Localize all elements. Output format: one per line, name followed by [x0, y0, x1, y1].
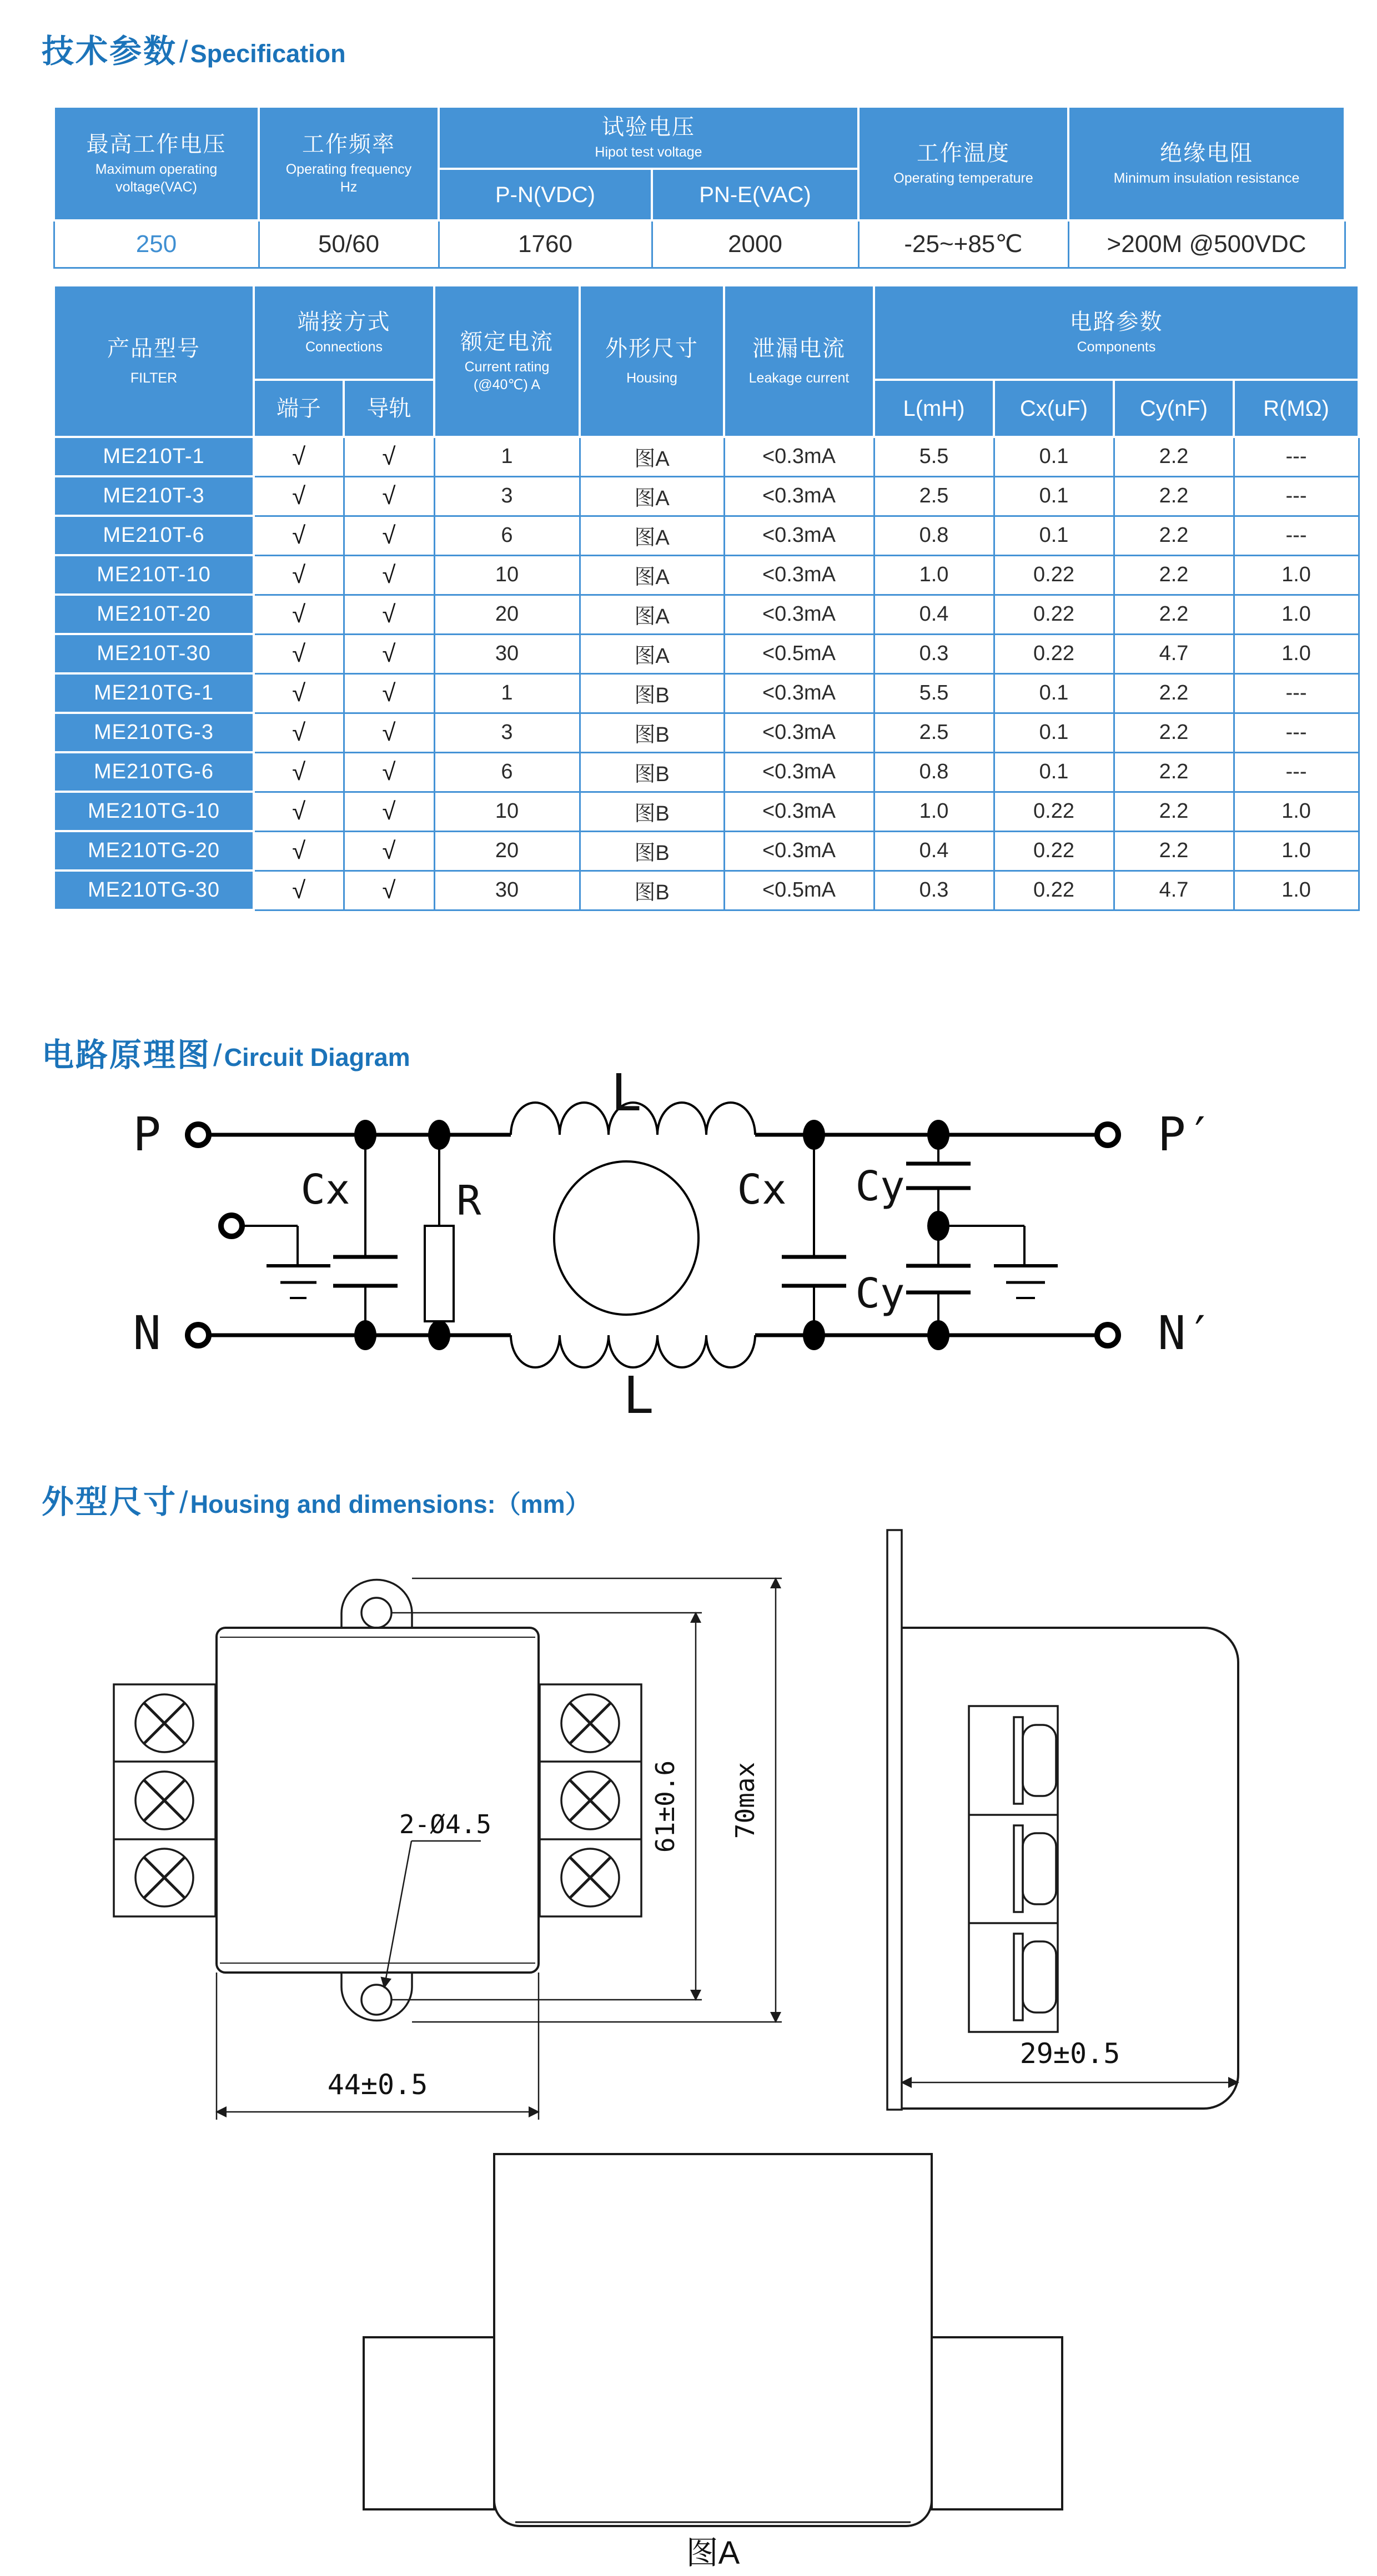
section-title-zh: 外型尺寸	[42, 1484, 178, 1520]
cell-leakage: <0.5mA	[724, 871, 874, 910]
terminal-tab-left	[364, 2337, 494, 2509]
header-pne-vac-label: PN-E(VAC)	[699, 182, 811, 207]
header-hipot-zh: 试验电压	[602, 115, 695, 140]
cell-r: ---	[1234, 713, 1359, 752]
cell-housing: 图A	[580, 595, 724, 634]
cell-rail: √	[344, 713, 434, 752]
cell-cx: 0.22	[994, 831, 1114, 871]
section-title-zh: 电路原理图	[42, 1037, 212, 1073]
cell-leakage: <0.3mA	[724, 516, 874, 555]
header-max-voltage	[54, 107, 259, 220]
header-current-en1: Current rating	[464, 359, 550, 375]
cell-housing: 图A	[580, 555, 724, 595]
cell-cx: 0.1	[994, 713, 1114, 752]
header-components-en: Components	[1077, 339, 1156, 355]
cell-r: 1.0	[1234, 792, 1359, 831]
cell-model: ME210TG-3	[54, 713, 254, 752]
junction-dot	[927, 1120, 949, 1150]
cell-terminal: √	[254, 516, 344, 555]
header-pne-vac	[652, 169, 858, 220]
cell-model: ME210TG-10	[54, 792, 254, 831]
cell-cy: 2.2	[1114, 595, 1234, 634]
header-r	[1234, 380, 1359, 437]
cell-l: 0.3	[874, 871, 994, 910]
resistor-body-icon	[425, 1226, 454, 1321]
table-row	[54, 831, 1359, 871]
cell-model: ME210T-20	[54, 595, 254, 634]
terminal-n	[188, 1325, 209, 1346]
cell-cy: 2.2	[1114, 713, 1234, 752]
header-frequency	[259, 107, 439, 220]
header-current-en2: (@40℃) A	[473, 376, 541, 393]
mount-tab-bottom	[341, 1973, 412, 2020]
junction-dot	[927, 1320, 949, 1350]
terminal-p-out	[1097, 1124, 1118, 1145]
cell-cy: 2.2	[1114, 792, 1234, 831]
cell-rail: √	[344, 871, 434, 910]
table-row	[54, 555, 1359, 595]
table-row	[54, 516, 1359, 555]
value-pn-vdc: 1760	[439, 220, 652, 268]
bottom-view	[364, 2154, 1062, 2526]
cell-cy: 4.7	[1114, 634, 1234, 673]
header-hipot-group	[439, 107, 858, 169]
inductor-bottom-icon	[511, 1335, 755, 1367]
label-n: N	[133, 1306, 161, 1360]
cell-leakage: <0.3mA	[724, 713, 874, 752]
filter-body-side	[902, 1628, 1238, 2109]
filter-body-bottom	[494, 2154, 932, 2526]
cell-housing: 图A	[580, 516, 724, 555]
label-l-bottom: L	[623, 1366, 654, 1425]
cell-current: 30	[434, 871, 580, 910]
cell-housing: 图A	[580, 634, 724, 673]
cell-cx: 0.22	[994, 595, 1114, 634]
junction-dot	[927, 1211, 949, 1241]
cell-terminal: √	[254, 752, 344, 792]
cell-current: 30	[434, 634, 580, 673]
header-temperature	[858, 107, 1068, 220]
cell-housing: 图B	[580, 673, 724, 713]
cell-model: ME210T-3	[54, 476, 254, 516]
cell-current: 1	[434, 437, 580, 476]
cell-model: ME210T-10	[54, 555, 254, 595]
header-terminal	[254, 380, 344, 437]
screw-icon	[561, 1694, 619, 1906]
cell-r: 1.0	[1234, 555, 1359, 595]
header-housing-en: Housing	[626, 370, 677, 386]
header-terminal-label: 端子	[277, 396, 321, 421]
terminal-ground-left	[221, 1215, 242, 1236]
cell-leakage: <0.3mA	[724, 752, 874, 792]
cell-rail: √	[344, 476, 434, 516]
cell-l: 0.3	[874, 634, 994, 673]
title-separator: /	[213, 1038, 222, 1073]
header-connections-zh: 端接方式	[297, 310, 391, 335]
spec-table	[53, 105, 1346, 269]
cell-rail: √	[344, 595, 434, 634]
header-leakage-zh: 泄漏电流	[752, 336, 846, 361]
cell-l: 0.8	[874, 516, 994, 555]
cell-rail: √	[344, 673, 434, 713]
header-cy	[1114, 380, 1234, 437]
cell-cx: 0.22	[994, 792, 1114, 831]
junction-dot	[803, 1320, 825, 1350]
header-l	[874, 380, 994, 437]
cell-l: 0.4	[874, 595, 994, 634]
cell-r: 1.0	[1234, 634, 1359, 673]
junction-dot	[803, 1120, 825, 1150]
cell-rail: √	[344, 555, 434, 595]
header-leakage	[724, 285, 874, 437]
wire-clamp-icon	[1014, 1717, 1056, 2020]
table-row	[54, 437, 1359, 476]
table-row	[54, 673, 1359, 713]
cell-cy: 2.2	[1114, 516, 1234, 555]
header-cx	[994, 380, 1114, 437]
cell-rail: √	[344, 831, 434, 871]
header-connections-en: Connections	[305, 339, 383, 355]
cell-cx: 0.1	[994, 673, 1114, 713]
cell-r: ---	[1234, 476, 1359, 516]
mount-tab-top	[341, 1580, 412, 1628]
title-separator: /	[179, 1485, 188, 1520]
cell-cy: 2.2	[1114, 555, 1234, 595]
section-title-en: Housing and dimensions:（mm）	[190, 1490, 590, 1518]
header-pn-vdc	[439, 169, 652, 220]
label-r: R	[456, 1177, 481, 1225]
cell-cx: 0.1	[994, 516, 1114, 555]
cell-l: 1.0	[874, 555, 994, 595]
header-hipot-en: Hipot test voltage	[595, 144, 702, 160]
cell-cy: 2.2	[1114, 437, 1234, 476]
cell-cy: 2.2	[1114, 752, 1234, 792]
cell-leakage: <0.3mA	[724, 476, 874, 516]
header-components-group	[874, 285, 1359, 380]
header-max-voltage-en2: voltage(VAC)	[115, 179, 197, 195]
cell-rail: √	[344, 437, 434, 476]
label-cy-bottom: Cy	[855, 1270, 905, 1317]
dim-label-hole: 2-Ø4.5	[399, 1809, 492, 1839]
circuit-diagram	[0, 1055, 1377, 1443]
header-pn-vdc-label: P-N(VDC)	[495, 182, 595, 207]
dim-label-hole-pitch: 61±0.6	[650, 1760, 680, 1853]
header-connections-group	[254, 285, 434, 380]
cell-leakage: <0.3mA	[724, 555, 874, 595]
cell-current: 10	[434, 792, 580, 831]
cell-model: ME210TG-6	[54, 752, 254, 792]
table-row	[54, 752, 1359, 792]
cell-current: 20	[434, 831, 580, 871]
screw-icon	[135, 1694, 193, 1906]
mount-hole-top	[361, 1598, 391, 1628]
header-max-voltage-zh: 最高工作电压	[86, 132, 227, 157]
table-row	[54, 634, 1359, 673]
junction-dot	[428, 1320, 450, 1350]
table-row	[54, 871, 1359, 910]
label-n-out: N′	[1158, 1306, 1214, 1360]
header-cy-label: Cy(nF)	[1139, 396, 1208, 421]
cell-rail: √	[344, 516, 434, 555]
cell-cx: 0.1	[994, 476, 1114, 516]
cell-r: ---	[1234, 673, 1359, 713]
mount-hole-bottom	[361, 1985, 391, 2015]
terminal-tab-right	[932, 2337, 1062, 2509]
section-title-en: Specification	[190, 39, 346, 68]
header-current-zh: 额定电流	[460, 330, 554, 355]
header-model	[54, 285, 254, 437]
label-p: P	[133, 1107, 161, 1161]
cell-leakage: <0.3mA	[724, 595, 874, 634]
cell-model: ME210TG-20	[54, 831, 254, 871]
cell-model: ME210T-6	[54, 516, 254, 555]
junction-dot	[354, 1120, 376, 1150]
label-cx-right: Cx	[737, 1166, 787, 1214]
cell-terminal: √	[254, 595, 344, 634]
cell-l: 2.5	[874, 713, 994, 752]
dim-label-height: 70max	[730, 1762, 760, 1839]
cell-terminal: √	[254, 437, 344, 476]
header-rail-label: 导轨	[366, 396, 411, 421]
dim-label-width: 44±0.5	[327, 2069, 428, 2101]
value-insulation: >200M @500VDC	[1068, 220, 1345, 268]
cell-rail: √	[344, 792, 434, 831]
side-view	[887, 1530, 1238, 2110]
cell-current: 20	[434, 595, 580, 634]
cell-housing: 图B	[580, 871, 724, 910]
cell-terminal: √	[254, 476, 344, 516]
header-leakage-en: Leakage current	[748, 370, 850, 386]
table-row	[54, 792, 1359, 831]
cell-housing: 图B	[580, 831, 724, 871]
cell-leakage: <0.3mA	[724, 831, 874, 871]
choke-core-icon	[554, 1161, 698, 1315]
cell-rail: √	[344, 634, 434, 673]
cell-leakage: <0.3mA	[724, 673, 874, 713]
cell-leakage: <0.5mA	[724, 634, 874, 673]
header-rail	[344, 380, 434, 437]
cell-current: 3	[434, 713, 580, 752]
leader-line	[384, 1841, 411, 1988]
cell-current: 6	[434, 752, 580, 792]
header-model-zh: 产品型号	[107, 336, 200, 361]
value-pne-vac: 2000	[652, 220, 858, 268]
section-title-specification	[42, 25, 346, 72]
cell-housing: 图B	[580, 752, 724, 792]
cell-r: 1.0	[1234, 831, 1359, 871]
cell-cy: 4.7	[1114, 871, 1234, 910]
header-r-label: R(MΩ)	[1263, 396, 1329, 421]
terminal-n-out	[1097, 1325, 1118, 1346]
cell-r: ---	[1234, 752, 1359, 792]
label-cy-top: Cy	[855, 1163, 905, 1210]
section-title-zh: 技术参数	[42, 33, 178, 69]
cell-housing: 图B	[580, 792, 724, 831]
cell-terminal: √	[254, 673, 344, 713]
header-components-zh: 电路参数	[1069, 310, 1163, 335]
spec-values-row	[54, 220, 1345, 268]
label-p-out: P′	[1158, 1107, 1214, 1161]
cell-current: 1	[434, 673, 580, 713]
terminal-p	[188, 1124, 209, 1145]
cell-model: ME210TG-30	[54, 871, 254, 910]
cell-housing: 图A	[580, 437, 724, 476]
cell-r: ---	[1234, 516, 1359, 555]
cell-r: 1.0	[1234, 595, 1359, 634]
cell-cy: 2.2	[1114, 673, 1234, 713]
cell-terminal: √	[254, 871, 344, 910]
cell-cy: 2.2	[1114, 831, 1234, 871]
header-insulation-zh: 绝缘电阻	[1160, 140, 1254, 165]
cell-model: ME210T-30	[54, 634, 254, 673]
value-frequency: 50/60	[259, 220, 439, 268]
table-row	[54, 595, 1359, 634]
mount-flange	[887, 1530, 902, 2110]
value-temperature: -25~+85℃	[858, 220, 1068, 268]
table-row	[54, 713, 1359, 752]
header-insulation-en: Minimum insulation resistance	[1113, 170, 1300, 186]
filter-body-front	[217, 1628, 539, 1973]
header-cx-label: Cx(uF)	[1019, 396, 1088, 421]
cell-l: 5.5	[874, 437, 994, 476]
cell-rail: √	[344, 752, 434, 792]
dim-label-depth: 29±0.5	[1019, 2037, 1120, 2070]
cell-leakage: <0.3mA	[724, 437, 874, 476]
cell-terminal: √	[254, 634, 344, 673]
cell-housing: 图B	[580, 713, 724, 752]
label-l-top: L	[611, 1063, 642, 1123]
cell-cx: 0.1	[994, 752, 1114, 792]
junction-dot	[428, 1120, 450, 1150]
cell-model: ME210T-1	[54, 437, 254, 476]
header-max-voltage-en1: Maximum operating	[95, 162, 218, 178]
cell-current: 10	[434, 555, 580, 595]
header-housing-zh: 外形尺寸	[605, 336, 698, 361]
header-frequency-zh: 工作频率	[302, 132, 395, 157]
cell-cx: 0.22	[994, 555, 1114, 595]
housing-drawings	[0, 1521, 1377, 2576]
cell-current: 6	[434, 516, 580, 555]
title-separator: /	[179, 34, 188, 69]
cell-cx: 0.22	[994, 871, 1114, 910]
cell-terminal: √	[254, 713, 344, 752]
cell-l: 2.5	[874, 476, 994, 516]
cell-r: ---	[1234, 437, 1359, 476]
cell-r: 1.0	[1234, 871, 1359, 910]
section-title-housing	[42, 1476, 590, 1522]
cell-cy: 2.2	[1114, 476, 1234, 516]
header-insulation	[1068, 107, 1345, 220]
junction-dot	[354, 1320, 376, 1350]
table-row	[54, 476, 1359, 516]
value-max-voltage: 250	[54, 220, 259, 268]
section-title-en: Circuit Diagram	[224, 1043, 410, 1071]
product-table	[53, 284, 1360, 911]
cell-l: 0.8	[874, 752, 994, 792]
cell-cx: 0.22	[994, 634, 1114, 673]
cell-terminal: √	[254, 831, 344, 871]
cell-l: 5.5	[874, 673, 994, 713]
cell-l: 0.4	[874, 831, 994, 871]
cell-current: 3	[434, 476, 580, 516]
header-housing	[580, 285, 724, 437]
header-l-label: L(mH)	[903, 396, 965, 421]
header-frequency-en2: Hz	[340, 179, 358, 195]
cell-cx: 0.1	[994, 437, 1114, 476]
cell-leakage: <0.3mA	[724, 792, 874, 831]
header-temperature-en: Operating temperature	[893, 170, 1033, 186]
figure-a-caption: 图A	[686, 2535, 740, 2571]
header-frequency-en1: Operating frequency	[285, 162, 412, 178]
cell-terminal: √	[254, 555, 344, 595]
header-temperature-zh: 工作温度	[917, 140, 1011, 165]
cell-terminal: √	[254, 792, 344, 831]
front-view	[114, 1578, 782, 2120]
header-model-en: FILTER	[130, 370, 178, 386]
cell-l: 1.0	[874, 792, 994, 831]
header-current	[434, 285, 580, 437]
cell-housing: 图A	[580, 476, 724, 516]
label-cx-left: Cx	[300, 1166, 350, 1214]
cell-model: ME210TG-1	[54, 673, 254, 713]
